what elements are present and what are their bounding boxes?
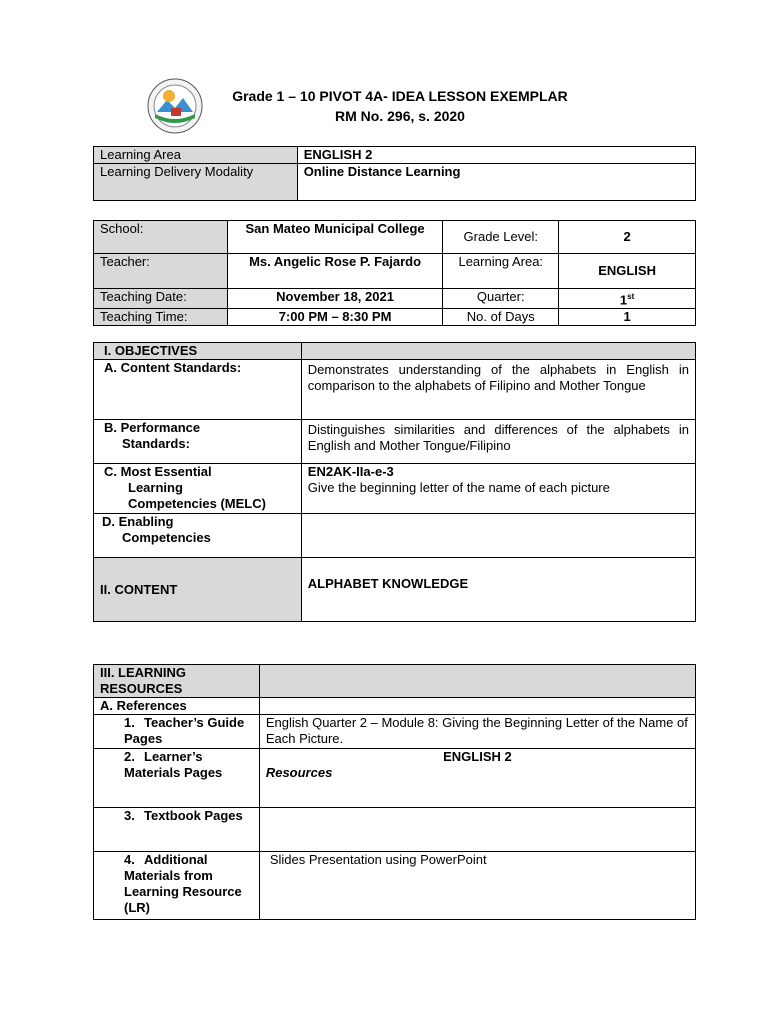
content-standards-value: Demonstrates understanding of the alphabets in English in comparison to the alphabets of Filipino and Mother Tongue <box>301 360 695 420</box>
teaching-time-value: 7:00 PM – 8:30 PM <box>227 309 443 326</box>
teachers-guide-value: English Quarter 2 – Module 8: Giving the Beginning Letter of the Name of Each Picture. <box>259 715 695 749</box>
additional-materials-value: Slides Presentation using PowerPoint <box>259 852 695 920</box>
learners-materials-sub: Resources <box>265 765 333 780</box>
enabling-competencies-label: D. Enabling Competencies <box>94 514 302 558</box>
modality-value: Online Distance Learning <box>297 164 695 201</box>
teacher-value: Ms. Angelic Rose P. Fajardo <box>227 254 443 289</box>
document-subtitle: RM No. 296, s. 2020 <box>335 108 465 124</box>
document-title: Grade 1 – 10 PIVOT 4A- IDEA LESSON EXEMPLAR <box>232 88 568 104</box>
learners-materials-title: ENGLISH 2 <box>443 749 512 764</box>
objectives-heading-blank <box>301 343 695 360</box>
content-label: II. CONTENT <box>94 558 302 622</box>
school-label: School: <box>94 221 228 254</box>
teaching-time-label: Teaching Time: <box>94 309 228 326</box>
melc-code: EN2AK-IIa-e-3 <box>307 464 394 479</box>
division-seal-icon <box>147 78 203 134</box>
performance-standards-value: Distinguishes similarities and differences of the alphabets in English and Mother Tongue/Filipino <box>301 420 695 464</box>
days-value: 1 <box>559 309 696 326</box>
teaching-date-value: November 18, 2021 <box>227 289 443 309</box>
content-value: ALPHABET KNOWLEDGE <box>301 558 695 622</box>
resources-heading: III. LEARNING RESOURCES <box>94 665 260 698</box>
quarter-label: Quarter: <box>443 289 559 309</box>
melc-label: C. Most Essential Learning Competencies (MELC) <box>94 464 302 514</box>
textbook-pages-label: 3. Textbook Pages <box>94 808 260 852</box>
grade-level-value: 2 <box>559 221 696 254</box>
learning-area-table <box>93 146 696 201</box>
learning-area-label: Learning Area <box>94 147 298 164</box>
performance-standards-label: B. Performance Standards: <box>94 420 302 464</box>
teacher-label: Teacher: <box>94 254 228 289</box>
learning-area-value-2: ENGLISH <box>559 254 696 289</box>
days-label: No. of Days <box>443 309 559 326</box>
learning-area-value: ENGLISH 2 <box>297 147 695 164</box>
learners-materials-value <box>259 749 695 808</box>
school-info-table <box>93 220 696 326</box>
learners-materials-label: 2. Learner’s Materials Pages <box>94 749 260 808</box>
teachers-guide-label: 1. Teacher’s Guide Pages <box>94 715 260 749</box>
melc-value <box>301 464 695 514</box>
objectives-table <box>93 342 696 622</box>
additional-materials-label: 4. Additional Materials from Learning Resource (LR) <box>94 852 260 920</box>
melc-description: Give the beginning letter of the name of each picture <box>307 480 610 495</box>
quarter-suffix: st <box>627 292 635 301</box>
learning-area-label-2: Learning Area: <box>443 254 559 289</box>
references-label: A. References <box>94 698 260 715</box>
content-standards-label: A. Content Standards: <box>94 360 302 420</box>
school-value: San Mateo Municipal College <box>227 221 443 254</box>
references-value <box>259 698 695 715</box>
quarter-value: 1st <box>559 289 696 309</box>
grade-level-label: Grade Level: <box>443 221 559 254</box>
modality-label: Learning Delivery Modality <box>94 164 298 201</box>
teaching-date-label: Teaching Date: <box>94 289 228 309</box>
enabling-competencies-value <box>301 514 695 558</box>
textbook-pages-value <box>259 808 695 852</box>
resources-heading-blank <box>259 665 695 698</box>
learning-resources-table <box>93 664 696 920</box>
objectives-heading: I. OBJECTIVES <box>94 343 302 360</box>
